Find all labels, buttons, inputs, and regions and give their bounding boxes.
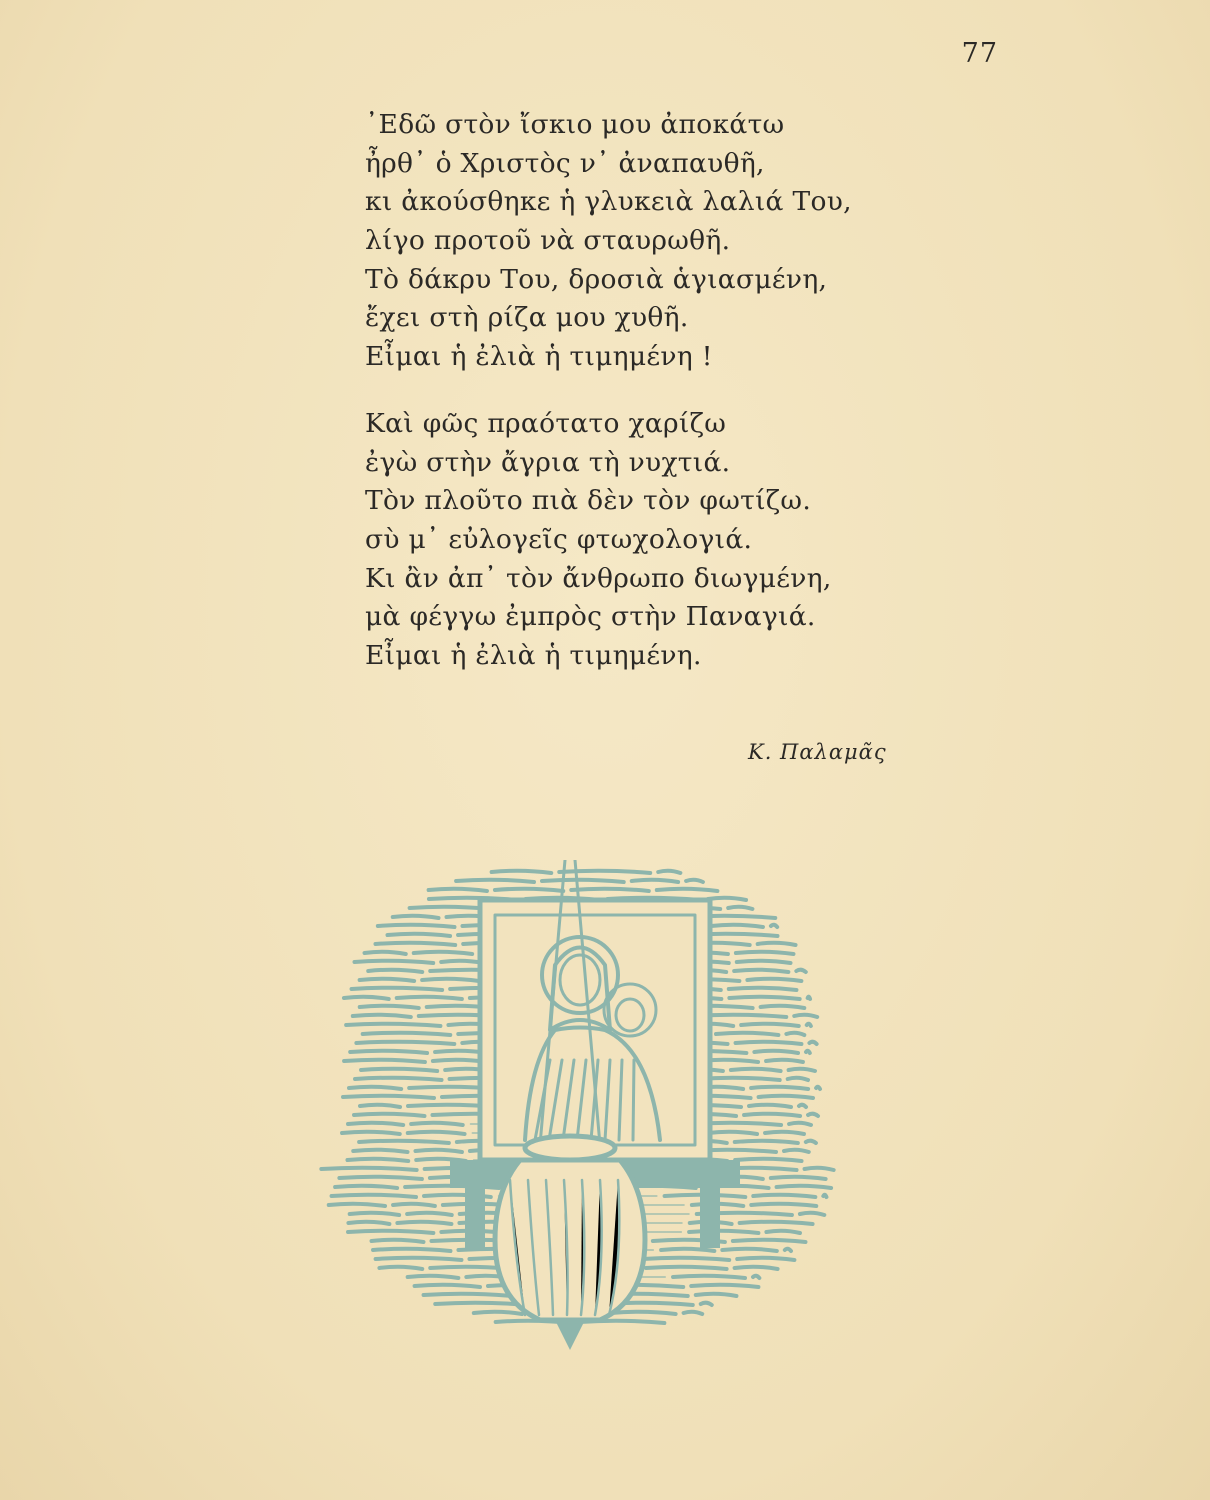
poem-line: ἐγὼ στὴν ἄγρια τὴ νυχτιά.	[365, 446, 731, 478]
poem-line: λίγο προτοῦ νὰ σταυρωθῆ.	[365, 225, 731, 257]
poem-line: Εἶμαι ἡ ἐλιὰ ἡ τιμημένη !	[365, 341, 713, 373]
poem-line: σὺ μ᾿ εὐλογεῖς φτωχολογιά.	[365, 523, 753, 555]
poem-line: Εἶμαι ἡ ἐλιὰ ἡ τιμημένη.	[365, 639, 702, 671]
stanza-2	[365, 405, 885, 676]
poem-line: κι ἀκούσθηκε ἡ γλυκειὰ λαλιά Του,	[365, 186, 852, 218]
poem-line: μὰ φέγγω ἐμπρὸς στὴν Παναγιά.	[365, 601, 816, 633]
poem-line: ἔχει στὴ ρίζα μου χυθῆ.	[365, 302, 689, 334]
poem-line: Κι ἂν ἀπ᾿ τὸν ἄνθρωπο διωγμένη,	[365, 562, 832, 594]
stanza-1	[365, 106, 885, 377]
poem-author: Κ. Παλαμᾶς	[748, 740, 887, 764]
poem-line: Τὸ δάκρυ Του, δροσιὰ ἁγιασμένη,	[365, 263, 828, 295]
icon-and-oil-lamp-woodcut-icon	[300, 860, 860, 1360]
page-number: 77	[961, 38, 998, 69]
poem-line: ᾿Εδῶ στὸν ἴσκιο μου ἀποκάτω	[365, 109, 785, 140]
poem-line: ἦρθ᾿ ὁ Χριστὸς ν᾿ ἀναπαυθῆ,	[365, 147, 765, 179]
poem-line: Τὸν πλοῦτο πιὰ δὲν τὸν φωτίζω.	[365, 485, 812, 517]
poem	[365, 106, 885, 676]
poem-line: Καὶ φῶς πραότατο χαρίζω	[365, 407, 727, 439]
